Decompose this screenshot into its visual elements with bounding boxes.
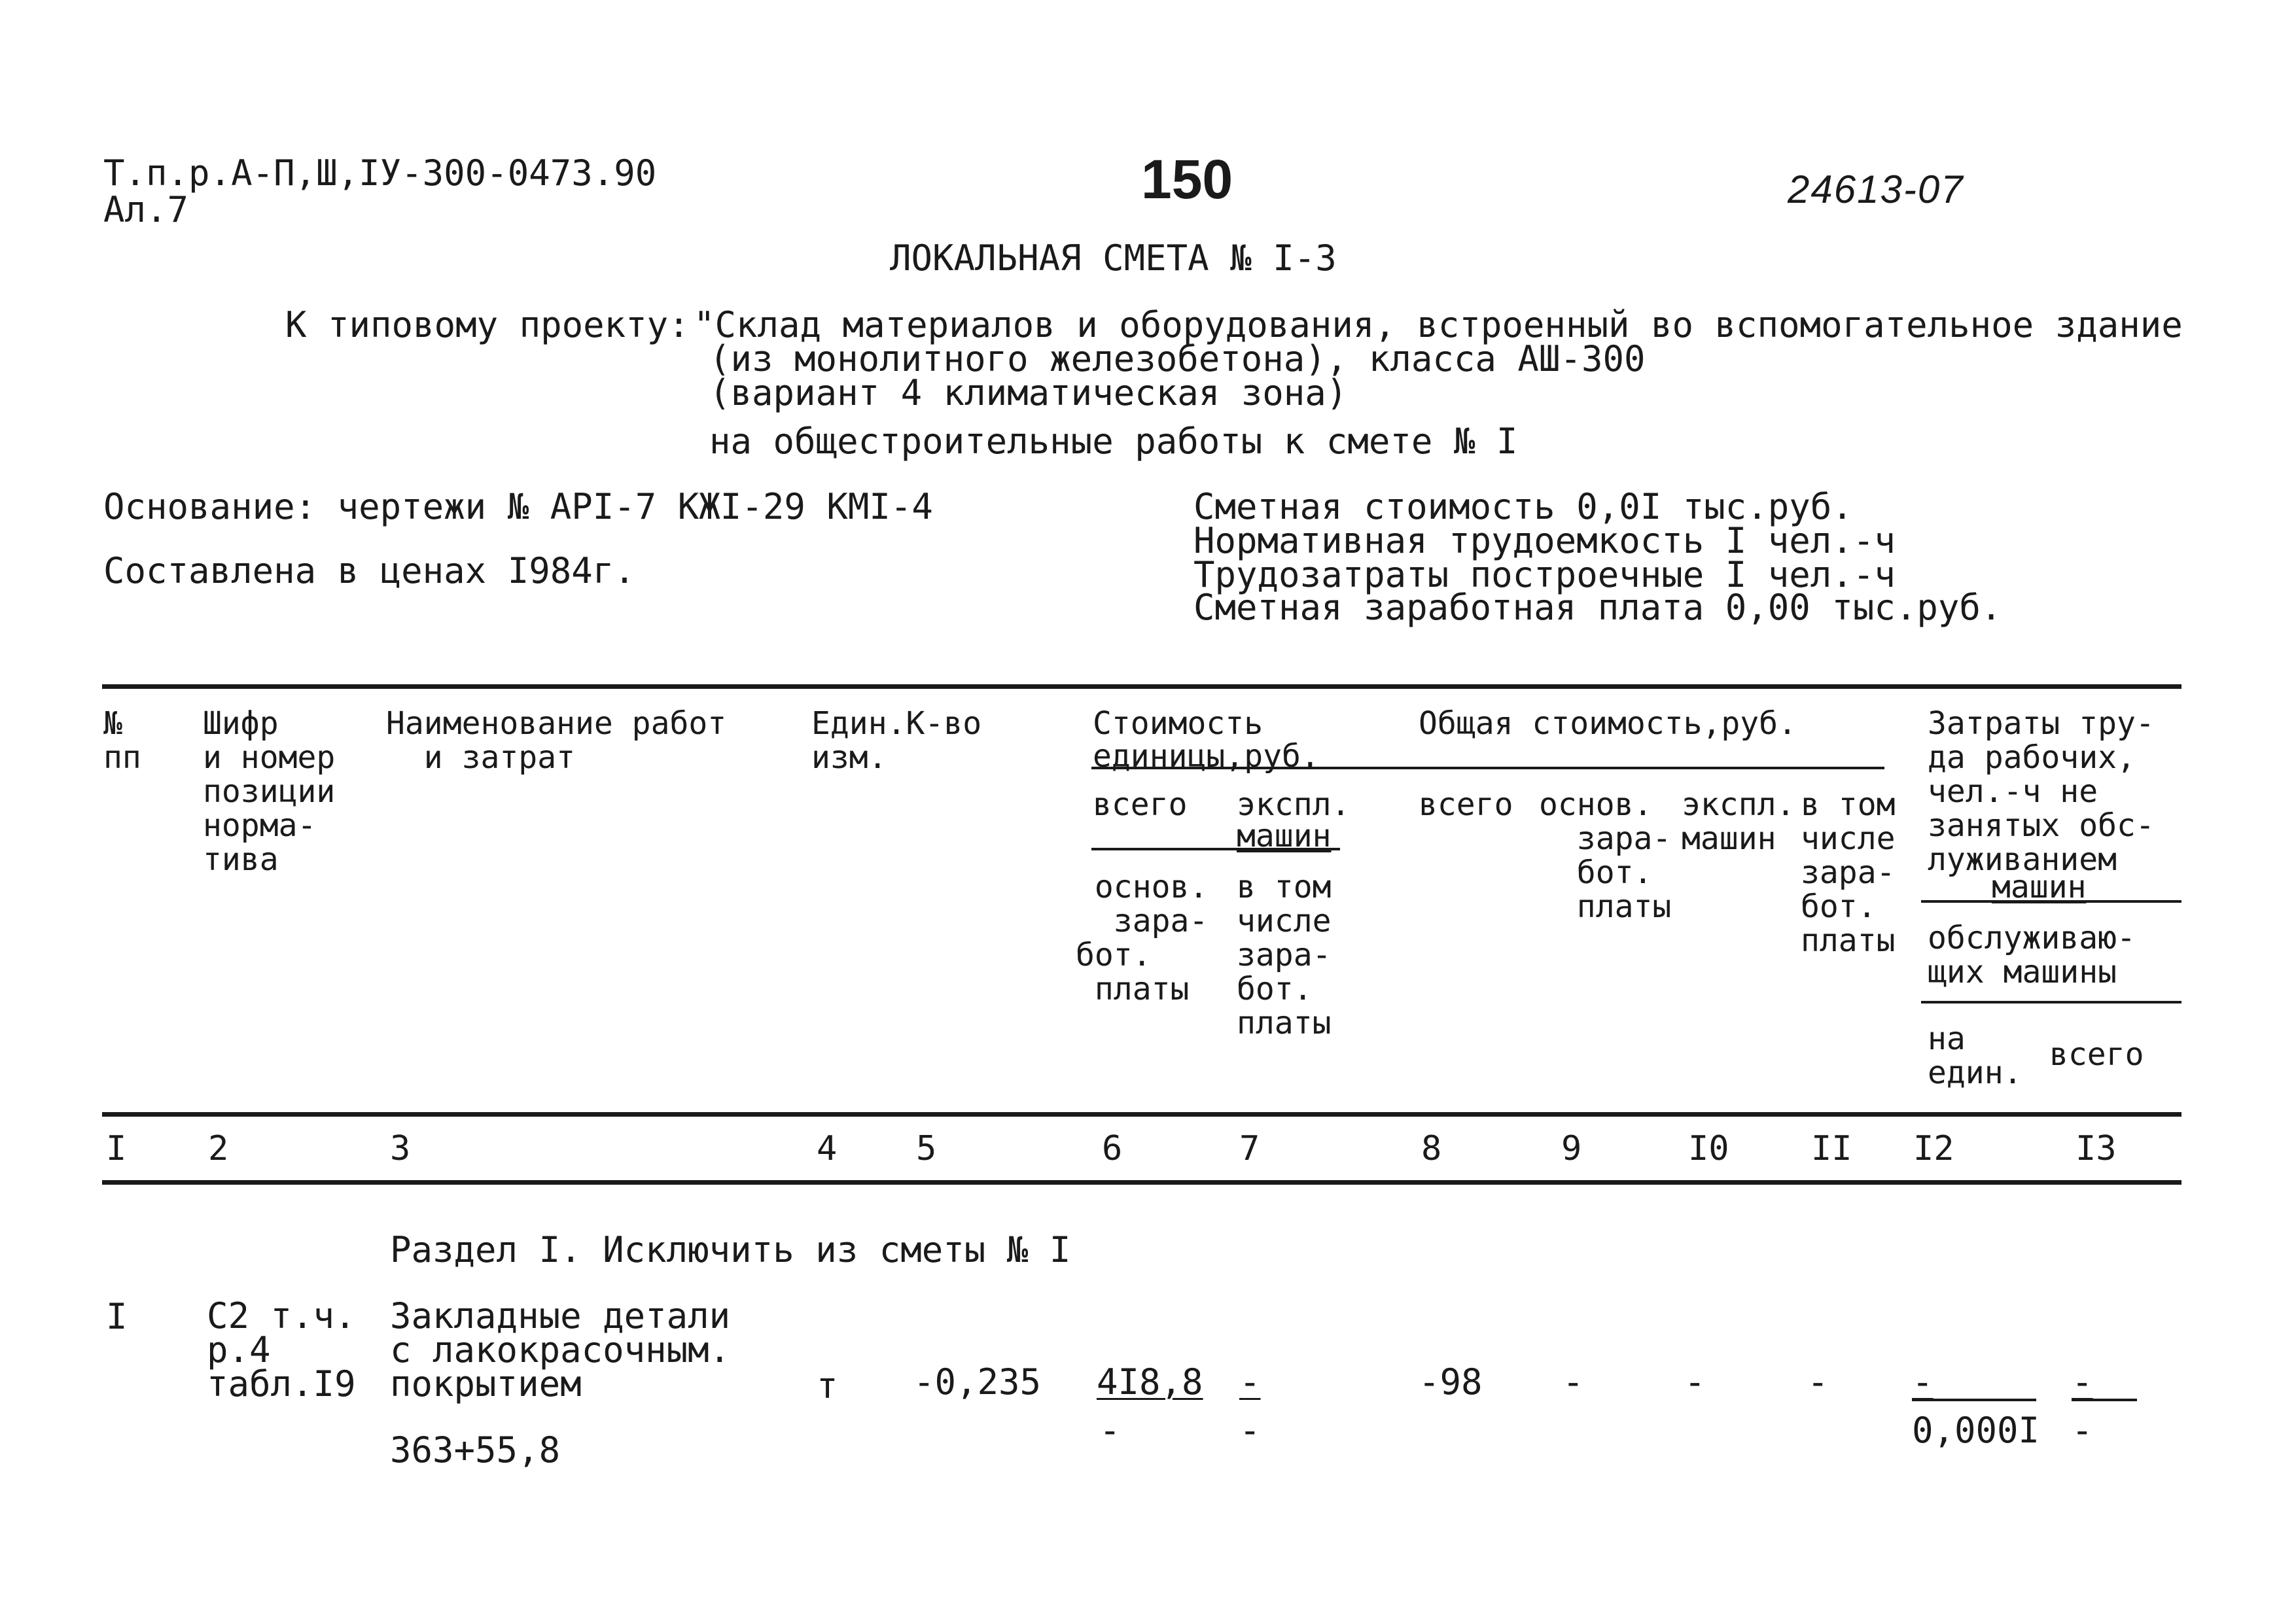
- column-number: 3: [390, 1129, 411, 1168]
- header-bottom-rule: [102, 1112, 2181, 1117]
- header-labor-total: всего: [2049, 1036, 2144, 1073]
- header-unit-machines-2: машин: [1237, 818, 1332, 854]
- header-labor-per-unit: на един.: [1928, 1021, 2022, 1091]
- row-name: Закладные детали с лакокрасочным. покрытием: [390, 1295, 731, 1405]
- header-unit-cost: Стоимость: [1093, 705, 1263, 742]
- project-name-line1: "Склад материалов и оборудования, встроенный во вспомогательное здание: [694, 304, 2183, 345]
- row-labor-per-unit-bottom: 0,000I: [1912, 1410, 2040, 1451]
- row-unit: т: [817, 1365, 838, 1406]
- estimate-subtitle: на общестроительные работы к смете № I: [709, 421, 1518, 462]
- header-unit-total: всего: [1093, 786, 1188, 823]
- header-row-number: № пп: [103, 705, 141, 776]
- header-unit-wage: основ. зара- бот. платы: [1076, 869, 1209, 1007]
- header-work-name: Наименование работ и затрат: [386, 705, 727, 776]
- row-unit-machine-wage: -: [1239, 1410, 1261, 1451]
- row-quantity: -0,235: [913, 1361, 1042, 1403]
- summary-wage: Сметная заработная плата 0,00 тыс.руб.: [1193, 587, 2002, 628]
- summary-labor-norm: Нормативная трудоемкость I чел.-ч: [1193, 520, 1896, 561]
- header-labor-machines: машин: [1992, 869, 2087, 905]
- project-label: К типовому проекту:: [285, 304, 690, 345]
- column-number: 9: [1561, 1129, 1582, 1168]
- row-labor-total-top: -: [2072, 1361, 2093, 1403]
- column-number: 6: [1102, 1129, 1123, 1168]
- summary-labor-site: Трудозатраты построечные I чел.-ч: [1193, 554, 1896, 595]
- estimate-title: ЛОКАЛЬНАЯ СМЕТА № I-3: [890, 237, 1337, 279]
- row-unit-machines: -: [1239, 1361, 1261, 1403]
- inventory-number: 24613-07: [1788, 167, 1964, 211]
- row-labor-per-unit-top: -: [1912, 1361, 1934, 1403]
- project-name-line2: (из монолитного железобетона), класса АШ-300: [709, 338, 1646, 379]
- column-number: I3: [2075, 1129, 2117, 1168]
- column-number: 2: [208, 1129, 229, 1168]
- header-total-cost: Общая стоимость,руб.: [1419, 705, 1797, 742]
- header-unit-cost-2: единицы,руб.: [1093, 738, 1320, 775]
- column-number: I2: [1913, 1129, 1954, 1168]
- row-total: -98: [1419, 1361, 1483, 1403]
- row-code: С2 т.ч. р.4 табл.I9: [207, 1295, 356, 1405]
- basis-prices: Составлена в ценах I984г.: [103, 550, 635, 591]
- column-number: 5: [916, 1129, 937, 1168]
- header-total-machine-wage: в том числе зара- бот. платы: [1801, 786, 1896, 959]
- basis-drawings: Основание: чертежи № АРI-7 КЖI-29 КМI-4: [103, 486, 933, 527]
- header-total: всего: [1419, 786, 1513, 823]
- sheet-number: Ал.7: [103, 189, 189, 230]
- document-code: Т.п.р.А-П,Ш,IУ-300-0473.90: [103, 152, 657, 194]
- header-total-machines: экспл. машин: [1682, 786, 1795, 857]
- section-title: Раздел I. Исключить из сметы № I: [390, 1229, 1071, 1270]
- header-unit-machines: экспл.: [1237, 786, 1351, 823]
- labor-total-underline: [2072, 1399, 2137, 1401]
- row-total-wage: -: [1563, 1361, 1584, 1403]
- row-total-machine-wage: -: [1807, 1361, 1829, 1403]
- header-total-wage: основ. зара- бот. платы: [1539, 786, 1672, 925]
- project-name-line3: (вариант 4 климатическая зона): [709, 372, 1348, 413]
- column-numbers-rule: [102, 1180, 2181, 1185]
- header-unit-machine-wage: в том числе зара- бот. платы: [1237, 869, 1332, 1041]
- header-labor: Затраты тру- да рабочих, чел.-ч не занятых обс- луживанием: [1928, 705, 2155, 878]
- row-labor-total-bottom: -: [2072, 1410, 2093, 1451]
- page-number: 150: [1141, 148, 1233, 210]
- column-number: 8: [1421, 1129, 1442, 1168]
- header-code: Шифр и номер позиции норма- тива: [203, 705, 336, 878]
- column-number: I0: [1688, 1129, 1729, 1168]
- labor-per-unit-underline: [1912, 1399, 2036, 1401]
- column-number: II: [1811, 1129, 1852, 1168]
- row-unit-wage: -: [1099, 1410, 1121, 1451]
- column-number: 4: [817, 1129, 838, 1168]
- summary-cost: Сметная стоимость 0,0I тыс.руб.: [1193, 486, 1853, 527]
- row-total-machines: -: [1684, 1361, 1706, 1403]
- row-calculation: 363+55,8: [390, 1429, 561, 1471]
- table-top-rule: [102, 684, 2181, 689]
- header-unit-qty: Един.К-во изм.: [811, 705, 982, 776]
- row-number: I: [106, 1296, 128, 1337]
- column-number: 7: [1239, 1129, 1260, 1168]
- column-number: I: [106, 1129, 127, 1168]
- row-unit-total: 4I8,8: [1097, 1361, 1203, 1403]
- labor-rule-2: [1921, 1001, 2181, 1003]
- header-labor-service: обслуживаю- щих машины: [1928, 920, 2136, 990]
